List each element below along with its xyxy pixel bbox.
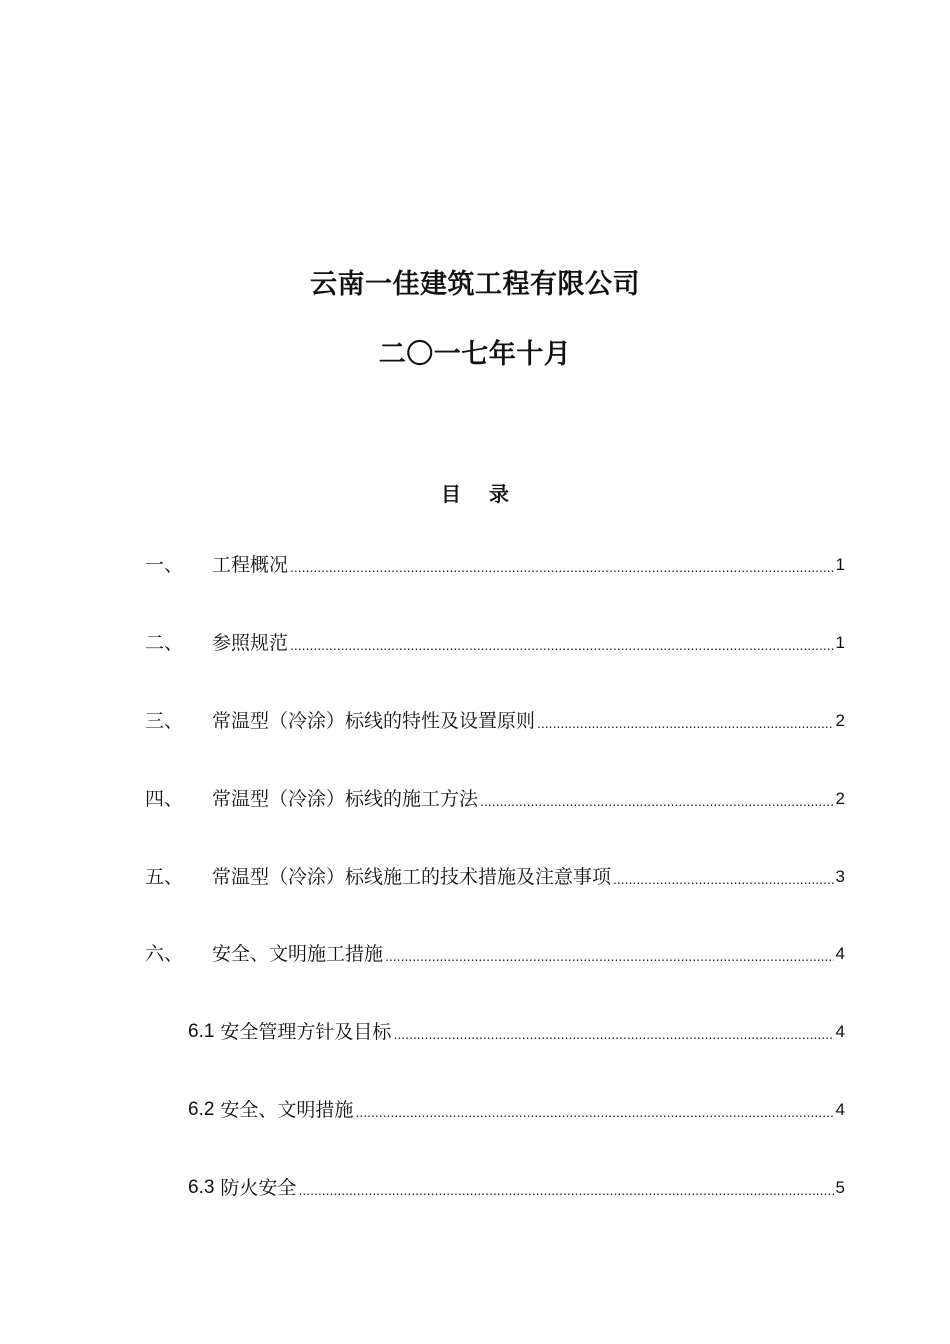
toc-entry-label: 常温型（冷涂）标线的施工方法 — [212, 788, 479, 810]
toc-entry-label: 安全、文明施工措施 — [212, 943, 384, 965]
toc-sub-entry-number: 6.3 — [188, 1177, 215, 1198]
toc-entry-page: 3 — [835, 867, 845, 886]
toc-sub-entry-page: 4 — [835, 1022, 845, 1041]
toc-entry-number: 四、 — [145, 788, 184, 810]
toc-sub-entry-label: 安全管理方针及目标 — [220, 1021, 392, 1043]
document-date: 二〇一七年十月 — [378, 339, 572, 370]
toc-leader-dots — [385, 945, 834, 967]
toc-sub-entry-page: 5 — [835, 1178, 845, 1197]
toc-entry[interactable] — [145, 782, 845, 812]
toc-entry-label: 工程概况 — [212, 554, 289, 576]
toc-sub-entry[interactable] — [188, 1171, 845, 1201]
toc-entry-label: 参照规范 — [212, 632, 289, 654]
toc-entry[interactable] — [145, 626, 845, 656]
toc-sub-entry-number: 6.1 — [188, 1021, 215, 1042]
toc-entry-page: 4 — [835, 944, 845, 963]
toc-entry[interactable] — [145, 548, 845, 578]
toc-leader-dots — [393, 1023, 833, 1045]
toc-sub-entry-number: 6.2 — [188, 1099, 215, 1120]
toc-entry-page: 1 — [835, 633, 845, 652]
toc-entry-label: 常温型（冷涂）标线的特性及设置原则 — [212, 710, 536, 732]
toc-entry-number: 二、 — [145, 632, 184, 654]
toc-entry-number: 一、 — [145, 554, 184, 576]
toc-leader-dots — [613, 868, 834, 890]
toc-sub-entry-label: 安全、文明措施 — [220, 1099, 354, 1121]
toc-entry-page: 2 — [835, 789, 845, 808]
toc-entry-number: 五、 — [145, 866, 184, 888]
toc-entry-number: 三、 — [145, 710, 184, 732]
toc-sub-entry-page: 4 — [835, 1100, 845, 1119]
toc-entry-label: 常温型（冷涂）标线施工的技术措施及注意事项 — [212, 866, 612, 888]
toc-leader-dots — [298, 1179, 833, 1201]
toc-sub-entry[interactable] — [188, 1093, 845, 1123]
toc-leader-dots — [290, 556, 834, 578]
toc-entry-page: 1 — [835, 555, 845, 574]
toc-leader-dots — [290, 634, 834, 656]
company-name: 云南一佳建筑工程有限公司 — [310, 269, 640, 300]
toc-entry-number: 六、 — [145, 943, 184, 965]
toc-entry[interactable] — [145, 860, 845, 890]
toc-sub-entry[interactable] — [188, 1015, 845, 1045]
toc-leader-dots — [355, 1101, 833, 1123]
toc-entry[interactable] — [145, 704, 845, 734]
toc-leader-dots — [537, 712, 834, 734]
toc-title: 目录 — [441, 482, 537, 506]
toc-leader-dots — [480, 790, 834, 812]
toc-entry-page: 2 — [835, 711, 845, 730]
toc-sub-entry-label: 防火安全 — [220, 1177, 297, 1199]
toc-entry[interactable] — [145, 937, 845, 967]
